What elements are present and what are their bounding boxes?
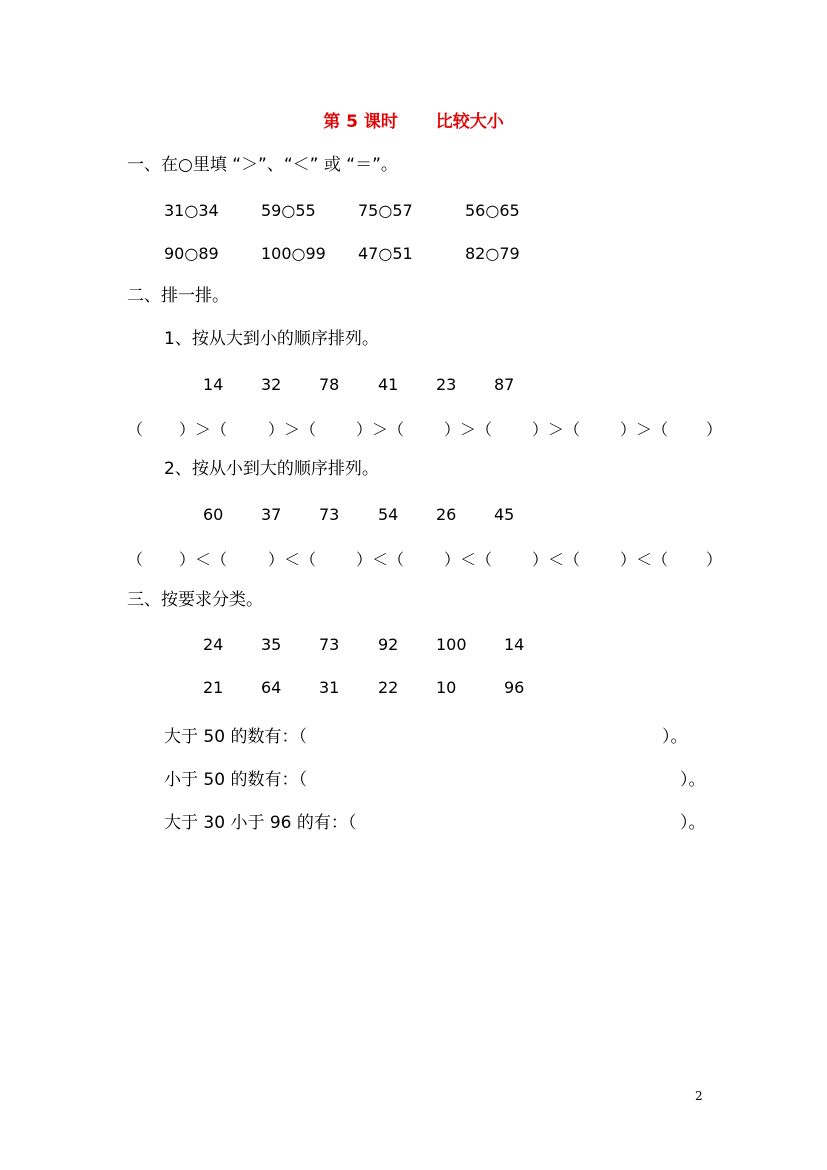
answer-bracket: ）＜（ xyxy=(444,550,493,569)
answer-bracket: （ xyxy=(127,420,144,439)
number-item: 73 xyxy=(319,505,340,524)
answer-bracket: ）＞（ xyxy=(179,420,228,439)
page-number: 2 xyxy=(695,1089,703,1103)
comparison-item: 100○99 xyxy=(261,244,326,263)
number-item: 37 xyxy=(261,505,282,524)
answer-bracket: ）＜（ xyxy=(268,550,317,569)
lesson-label: 第 5 课时 xyxy=(323,112,398,132)
answer-bracket: ）＞（ xyxy=(620,420,669,439)
classification-label: 大于 50 的数有：（ xyxy=(164,727,307,747)
number-item: 87 xyxy=(494,375,515,394)
number-item: 31 xyxy=(319,678,340,697)
number-item: 24 xyxy=(203,635,224,654)
number-item: 78 xyxy=(319,375,340,394)
number-item: 73 xyxy=(319,635,340,654)
number-item: 10 xyxy=(436,678,457,697)
classification-close: ）。 xyxy=(680,770,706,790)
number-item: 45 xyxy=(494,505,515,524)
number-item: 21 xyxy=(203,678,224,697)
classification-label: 大于 30 小于 96 的有：（ xyxy=(164,813,357,833)
comparison-item: 47○51 xyxy=(358,244,413,263)
answer-bracket: ）＞（ xyxy=(268,420,317,439)
number-item: 41 xyxy=(378,375,399,394)
page-title xyxy=(0,114,827,131)
comparison-item: 75○57 xyxy=(358,201,413,220)
comparison-item: 90○89 xyxy=(164,244,219,263)
answer-bracket: ） xyxy=(706,420,723,439)
question-1-label: 1、按从大到小的顺序排列。 xyxy=(164,329,379,349)
number-item: 32 xyxy=(261,375,282,394)
number-item: 92 xyxy=(378,635,399,654)
number-item: 54 xyxy=(378,505,399,524)
answer-bracket: ）＞（ xyxy=(356,420,405,439)
number-item: 35 xyxy=(261,635,282,654)
number-item: 64 xyxy=(261,678,282,697)
comparison-item: 56○65 xyxy=(465,201,520,220)
number-item: 14 xyxy=(504,635,525,654)
section-2-heading: 二、排一排。 xyxy=(127,286,229,306)
answer-bracket: ）＜（ xyxy=(179,550,228,569)
comparison-item: 31○34 xyxy=(164,201,219,220)
section-1-heading: 一、在○里填 “＞”、“＜” 或 “＝”。 xyxy=(127,155,398,175)
number-item: 96 xyxy=(504,678,525,697)
number-item: 60 xyxy=(203,505,224,524)
number-item: 22 xyxy=(378,678,399,697)
question-2-label: 2、按从小到大的顺序排列。 xyxy=(164,459,379,479)
number-item: 14 xyxy=(203,375,224,394)
answer-bracket: ）＞（ xyxy=(444,420,493,439)
number-item: 100 xyxy=(436,635,467,654)
lesson-topic: 比较大小 xyxy=(435,112,504,132)
answer-bracket: ）＞（ xyxy=(532,420,581,439)
answer-bracket: （ xyxy=(127,550,144,569)
answer-bracket: ）＜（ xyxy=(620,550,669,569)
comparison-item: 82○79 xyxy=(465,244,520,263)
answer-bracket: ）＜（ xyxy=(532,550,581,569)
answer-bracket: ） xyxy=(706,550,723,569)
section-3-heading: 三、按要求分类。 xyxy=(127,590,263,610)
number-item: 23 xyxy=(436,375,457,394)
answer-bracket: ）＜（ xyxy=(356,550,405,569)
number-item: 26 xyxy=(436,505,457,524)
comparison-item: 59○55 xyxy=(261,201,316,220)
classification-label: 小于 50 的数有：（ xyxy=(164,770,307,790)
classification-close: ）。 xyxy=(680,813,706,833)
classification-close: ）。 xyxy=(662,727,688,747)
